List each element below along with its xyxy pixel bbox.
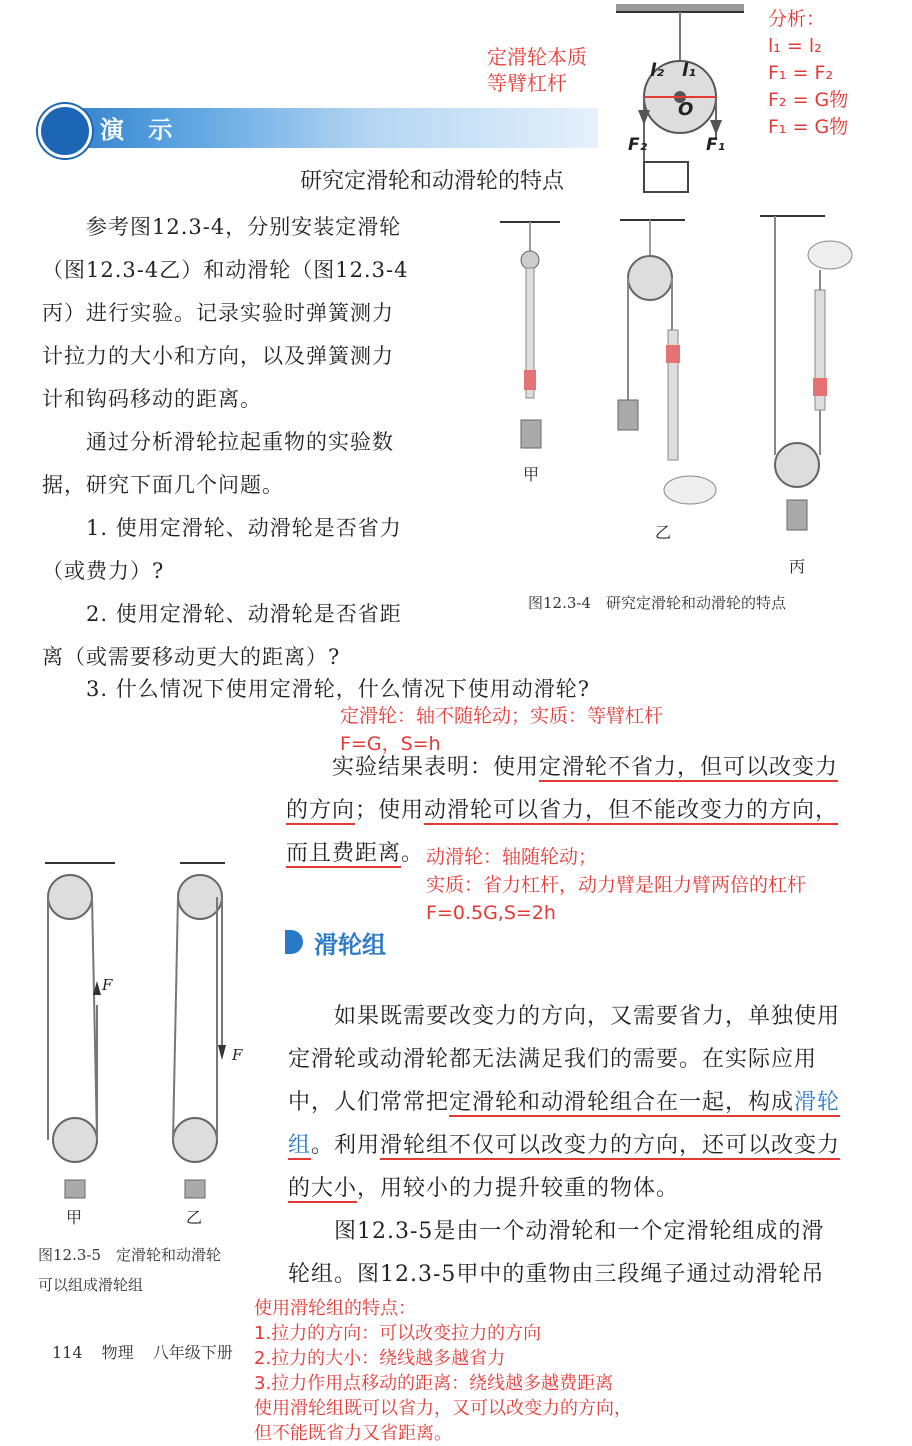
figure-12-3-5-caption: [38, 1240, 221, 1300]
text-line: 据，研究下面几个问题。: [42, 473, 284, 497]
note-line: F=G，S=h: [340, 733, 441, 755]
note-line: F=0.5G,S=2h: [426, 902, 556, 924]
text-line: 2. 使用定滑轮、动滑轮是否省距: [86, 602, 402, 626]
result-highlight: 定滑轮不省力，但可以改变力: [539, 755, 839, 780]
text-line: 参考图12.3-4，分别安装定滑轮: [86, 215, 402, 239]
result-text: 。: [401, 841, 425, 866]
label-jia: 甲: [66, 1208, 83, 1227]
note-line: 使用滑轮组既可以省力，又可以改变力的方向，: [254, 1398, 632, 1419]
question-3: 3. 什么情况下使用定滑轮，什么情况下使用动滑轮?: [86, 677, 590, 701]
analysis-note: [768, 6, 848, 141]
magnifier-icon: [38, 104, 92, 158]
analysis-line: 分析：: [768, 8, 826, 30]
note-line: 3.拉力作用点移动的距离：绕线越多越费距离: [254, 1373, 614, 1394]
result-highlight: 的方向: [286, 798, 356, 823]
term-highlight: 组: [288, 1133, 312, 1158]
pulley-group-text: [288, 995, 840, 1296]
fixed-essence-line: 定滑轮本质: [487, 45, 587, 69]
text-line: 轮组。图12.3-5甲中的重物由三段绳子通过动滑轮吊: [288, 1262, 825, 1287]
fixed-pulley: [628, 256, 672, 300]
note-line: 定滑轮：轴不随轮动；实质：等臂杠杆: [340, 705, 664, 727]
weight-block: [644, 162, 688, 192]
figure-12-3-4-caption: 图12.3-4 研究定滑轮和动滑轮的特点: [528, 594, 787, 612]
force-label: F: [102, 976, 113, 994]
analysis-line: F₂ = G物: [768, 89, 849, 111]
text-highlight: 定滑轮和动滑轮组合在一起，构成: [449, 1090, 795, 1115]
paragraph-1: [42, 206, 442, 679]
section-heading: 滑轮组: [314, 931, 386, 959]
experiment-title: 研究定滑轮和动滑轮的特点: [300, 169, 565, 194]
hand: [664, 476, 716, 504]
analysis-line: F₁ = F₂: [768, 62, 834, 84]
top-pulley-diagram: [608, 0, 758, 195]
pulley-group-features-note: [254, 1296, 632, 1446]
label-o: O: [678, 99, 694, 120]
text-line: 通过分析滑轮拉起重物的实验数: [86, 430, 394, 454]
figure-12-3-4: [495, 210, 875, 590]
term-highlight: 滑轮: [794, 1090, 841, 1115]
label-yi: 乙: [655, 523, 672, 542]
fixed-essence-note: [487, 44, 587, 96]
fixed-essence-line: 等臂杠杆: [487, 71, 567, 95]
text-span: ，用较小的力提升较重的物体。: [357, 1176, 680, 1201]
text-line: （或费力）?: [42, 559, 165, 583]
text-highlight: 的大小: [288, 1176, 358, 1201]
label-bing: 丙: [789, 557, 806, 576]
analysis-line: F₁ = G物: [768, 116, 849, 138]
text-line: 图12.3-5是由一个动滑轮和一个定滑轮组成的滑: [334, 1219, 825, 1244]
grade: 八年级下册: [152, 1343, 233, 1362]
text-line: 计和钩码移动的距离。: [42, 387, 262, 411]
ceiling: [616, 4, 744, 12]
result-text: ；使用: [355, 798, 425, 823]
force-label: F: [232, 1046, 243, 1064]
text-line: 计拉力的大小和方向，以及弹簧测力: [42, 344, 394, 368]
figure-12-3-5: [30, 855, 260, 1235]
text-highlight: 滑轮组不仅可以改变力的方向，还可以改变力: [380, 1133, 841, 1158]
result-highlight: 而且费距离: [286, 841, 402, 866]
label-yi: 乙: [186, 1208, 203, 1227]
analysis-line: l₁ = l₂: [768, 35, 822, 57]
text-line: 丙）进行实验。记录实验时弹簧测力: [42, 301, 394, 325]
text-line: （图12.3-4乙）和动滑轮（图12.3-4: [42, 258, 409, 282]
text-line: 如果既需要改变力的方向，又需要省力，单独使用: [334, 1004, 841, 1029]
text-line: 1. 使用定滑轮、动滑轮是否省力: [86, 516, 402, 540]
label-f2: F₂: [628, 135, 648, 155]
text-span: 。利用: [311, 1133, 381, 1158]
page-footer: [52, 1340, 233, 1363]
caption-line: 可以组成滑轮组: [38, 1276, 144, 1294]
demo-label: 演 示: [100, 116, 181, 144]
caption-line: 图12.3-5 定滑轮和动滑轮: [38, 1246, 222, 1264]
text-span: 中，人们常常把: [288, 1090, 450, 1115]
note-line: 但不能既省力又省距离。: [254, 1423, 452, 1444]
label-f1: F₁: [706, 135, 726, 155]
note-line: 动滑轮：轴随轮动；: [426, 846, 598, 868]
result-highlight: 动滑轮可以省力，但不能改变力的方向，: [424, 798, 839, 823]
section-marker-icon: [285, 930, 303, 954]
weight: [521, 420, 541, 448]
movable-pulley: [775, 443, 819, 487]
note-line: 使用滑轮组的特点：: [254, 1298, 416, 1319]
text-line: 离（或需要移动更大的距离）?: [42, 645, 341, 669]
label-l1: l₁: [682, 60, 697, 81]
note-line: 2.拉力的大小：绕线越多越省力: [254, 1348, 506, 1369]
label-l2: l₂: [650, 60, 665, 81]
movable-pulley-note: [426, 843, 806, 927]
page-number: 114: [52, 1343, 83, 1362]
result-text: 实验结果表明：使用: [332, 755, 540, 780]
note-line: 实质：省力杠杆，动力臂是阻力臂两倍的杠杆: [426, 874, 807, 896]
text-line: 定滑轮或动滑轮都无法满足我们的需要。在实际应用: [288, 1047, 818, 1072]
subject: 物理: [101, 1343, 134, 1362]
label-jia: 甲: [523, 465, 540, 484]
note-line: 1.拉力的方向：可以改变拉力的方向: [254, 1323, 542, 1344]
